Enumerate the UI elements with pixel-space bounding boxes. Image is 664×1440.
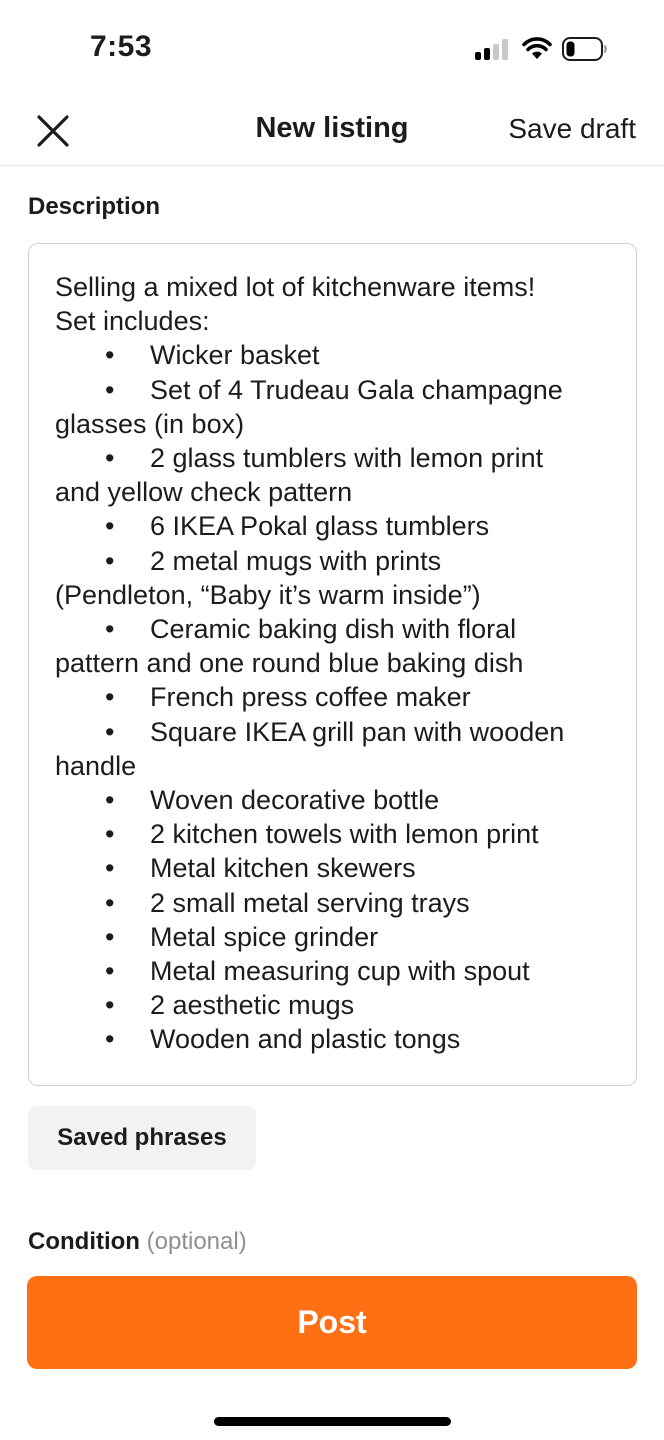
description-list-item	[55, 954, 616, 988]
battery-icon	[562, 37, 608, 61]
status-time: 7:53	[90, 30, 153, 63]
description-text	[55, 270, 616, 1057]
description-list-item-text: 2 aesthetic mugs	[150, 990, 355, 1021]
description-list-item	[55, 441, 616, 475]
bullet-marker: •	[105, 443, 115, 474]
description-list-item-text: Square IKEA grill pan with wooden	[150, 716, 565, 747]
description-list-item-text: Metal spice grinder	[150, 921, 379, 952]
home-indicator	[214, 1417, 451, 1426]
bullet-marker: •	[105, 785, 115, 816]
description-list-item-text: Wicker basket	[150, 340, 320, 371]
description-list-item-text: Metal measuring cup with spout	[150, 956, 530, 987]
description-list-item	[55, 509, 616, 543]
saved-phrases-button[interactable]: Saved phrases	[28, 1106, 256, 1170]
description-list-item-text: Woven decorative bottle	[150, 785, 440, 816]
description-list-item	[55, 988, 616, 1022]
bullet-marker: •	[105, 374, 115, 405]
description-list-item-text: 2 small metal serving trays	[150, 887, 470, 918]
post-button[interactable]: Post	[27, 1276, 637, 1369]
bullet-marker: •	[105, 819, 115, 850]
description-list-item-text: Set of 4 Trudeau Gala champagne	[150, 374, 563, 405]
bullet-marker: •	[105, 614, 115, 645]
description-textarea[interactable]	[28, 243, 637, 1086]
bullet-marker: •	[105, 511, 115, 542]
description-list-item	[55, 715, 616, 749]
description-list-item	[55, 817, 616, 851]
description-list-item	[55, 338, 616, 372]
description-list-item-text: 2 glass tumblers with lemon print	[150, 443, 544, 474]
bullet-marker: •	[105, 545, 115, 576]
description-list-item-continuation: pattern and one round blue baking dish	[55, 648, 524, 679]
description-list-item-continuation: and yellow check pattern	[55, 477, 353, 508]
page-title: New listing	[255, 112, 409, 144]
save-draft-button[interactable]: Save draft	[508, 113, 636, 144]
description-list-item	[55, 373, 616, 407]
description-list-item	[55, 680, 616, 714]
description-list-item-text: French press coffee maker	[150, 682, 471, 713]
bullet-marker: •	[105, 682, 115, 713]
bullet-marker: •	[105, 990, 115, 1021]
bullet-marker: •	[105, 853, 115, 884]
description-list-item-text: Wooden and plastic tongs	[150, 1024, 461, 1055]
description-list-item-text: Metal kitchen skewers	[150, 853, 416, 884]
description-list-item-continuation: handle	[55, 750, 137, 781]
status-bar	[0, 0, 664, 100]
description-list-item-continuation: (Pendleton, “Baby it’s warm inside”)	[55, 579, 481, 610]
bullet-marker: •	[105, 956, 115, 987]
cellular-signal-icon	[475, 38, 511, 60]
description-list-item	[55, 612, 616, 646]
description-list-item	[55, 1022, 616, 1056]
wifi-icon	[521, 34, 553, 60]
bullet-marker: •	[105, 340, 115, 371]
description-item-list	[55, 338, 616, 1056]
description-label: Description	[28, 193, 161, 220]
description-list-item-text: Ceramic baking dish with floral	[150, 614, 517, 645]
condition-label-text: Condition	[28, 1228, 140, 1255]
description-list-item	[55, 783, 616, 817]
description-list-item-text: 2 metal mugs with prints	[150, 545, 442, 576]
description-list-item-text: 2 kitchen towels with lemon print	[150, 819, 539, 850]
bullet-marker: •	[105, 716, 115, 747]
bullet-marker: •	[105, 1024, 115, 1055]
description-list-item	[55, 544, 616, 578]
optional-hint: (optional)	[146, 1228, 247, 1255]
nav-bar	[0, 100, 664, 166]
description-intro-line: Selling a mixed lot of kitchenware items!	[55, 272, 536, 302]
condition-label	[28, 1228, 247, 1256]
description-list-item	[55, 886, 616, 920]
description-list-item	[55, 851, 616, 885]
description-intro-line: Set includes:	[55, 306, 210, 337]
description-list-item-text: 6 IKEA Pokal glass tumblers	[150, 511, 490, 542]
description-list-item	[55, 920, 616, 954]
bullet-marker: •	[105, 887, 115, 918]
bullet-marker: •	[105, 921, 115, 952]
description-list-item-continuation: glasses (in box)	[55, 408, 245, 439]
